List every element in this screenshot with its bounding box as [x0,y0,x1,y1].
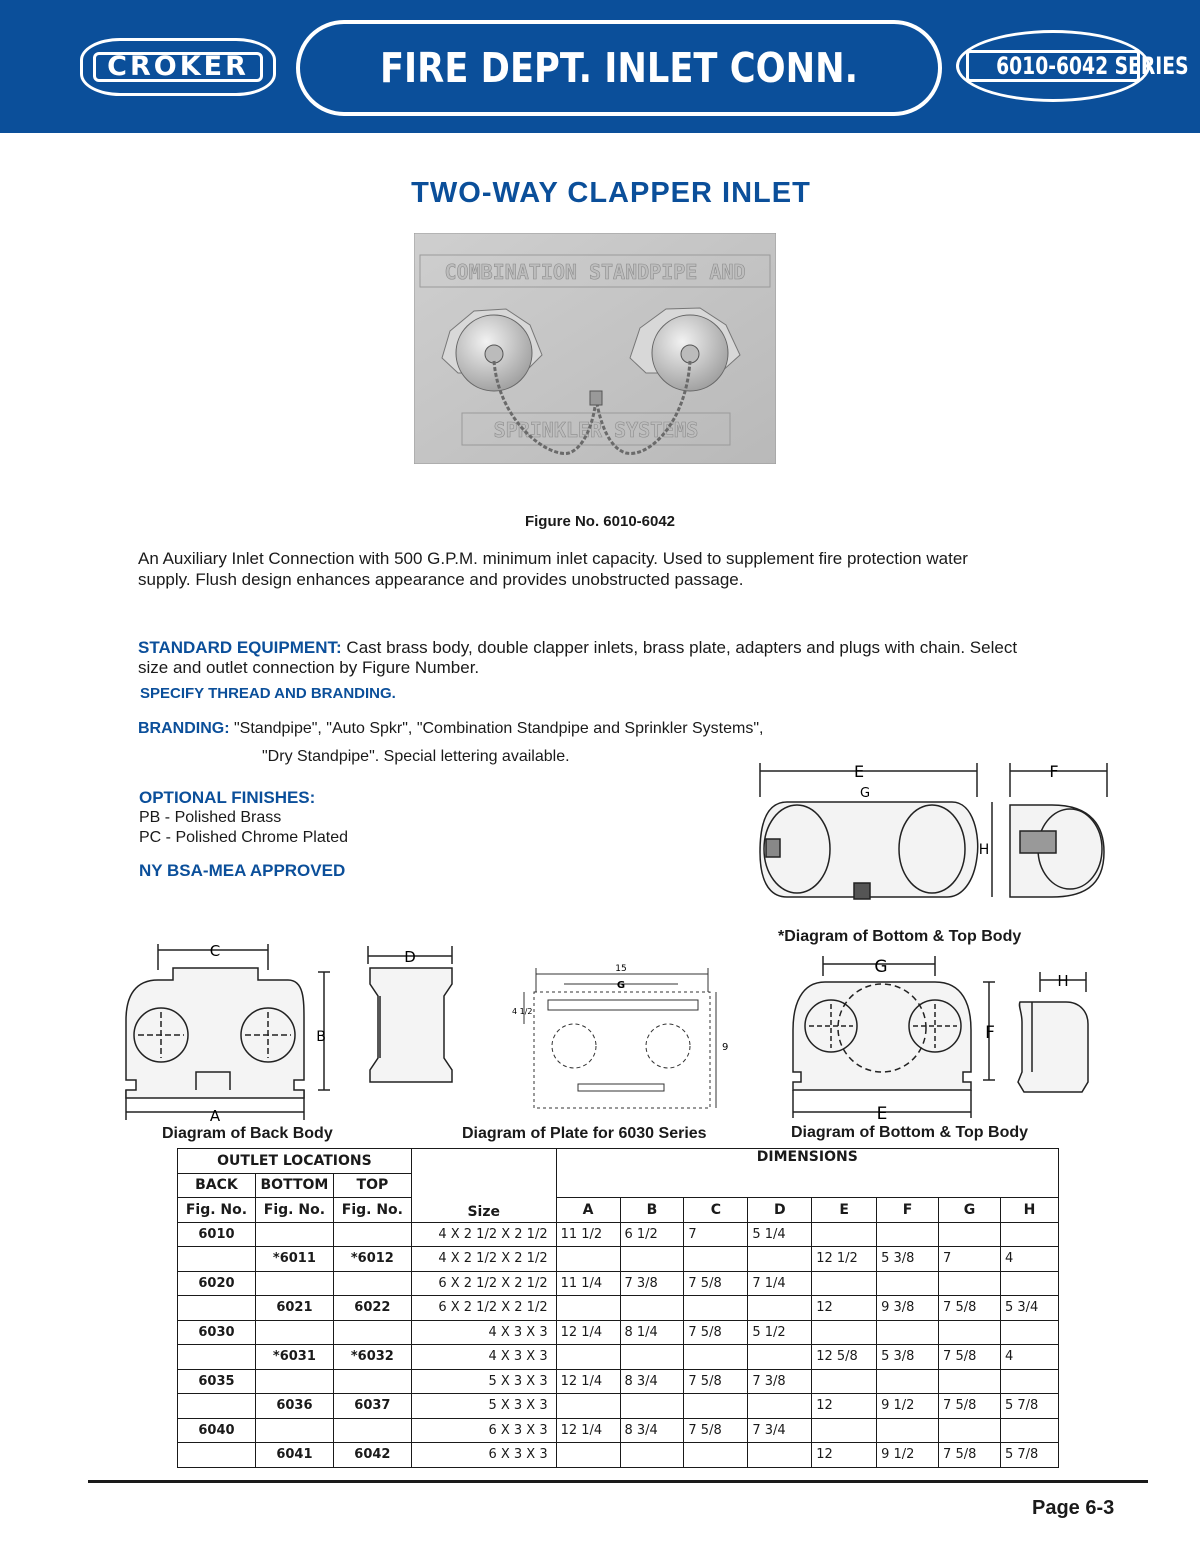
cell-g [939,1222,1001,1247]
cell-e [812,1369,877,1394]
dimensions-table [177,1148,1059,1468]
table-row [178,1296,1059,1321]
outlet-locations-header: OUTLET LOCATIONS [178,1149,412,1174]
cell-c: 7 5/8 [684,1369,748,1394]
cell-a: 11 1/2 [556,1222,620,1247]
plate-label-9: 9 [722,1042,729,1053]
cell-back: 6010 [178,1222,256,1247]
cell-e [812,1320,877,1345]
cell-bottom: 6021 [255,1296,333,1321]
cell-c: 7 [684,1222,748,1247]
dim-col-header: C [684,1198,748,1223]
cell-h: 4 [1000,1345,1058,1370]
back-header: BACK [178,1173,256,1198]
plate-label-4half: 4 1/2 [512,1007,533,1016]
bottom-label-e: E [876,1104,888,1120]
dim-label-f: F [1049,762,1059,781]
cell-d [748,1345,812,1370]
cell-size: 4 X 3 X 3 [411,1320,556,1345]
cell-b: 6 1/2 [620,1222,684,1247]
series-badge-inner [966,50,1189,82]
finish-item: PB - Polished Brass [139,809,282,826]
cell-e [812,1271,877,1296]
plate-diagram [508,962,738,1112]
cell-e: 12 1/2 [812,1247,877,1272]
page-number: Page 6-3 [1032,1497,1115,1519]
branding-line1: "Standpipe", "Auto Spkr", "Combination Standpipe and Sprinkler Systems", [229,720,764,737]
cell-size: 5 X 3 X 3 [411,1394,556,1419]
cell-back: 6035 [178,1369,256,1394]
cell-h: 5 3/4 [1000,1296,1058,1321]
cell-size: 6 X 3 X 3 [411,1418,556,1443]
plate-text-bottom: SPRINKLER SYSTEMS [493,418,699,442]
cell-d: 5 1/2 [748,1320,812,1345]
cell-size: 4 X 3 X 3 [411,1345,556,1370]
cell-size: 6 X 2 1/2 X 2 1/2 [411,1271,556,1296]
cell-back [178,1345,256,1370]
cell-b: 8 3/4 [620,1369,684,1394]
back-body-diagram [118,940,348,1124]
cell-back: 6030 [178,1320,256,1345]
cell-g: 7 5/8 [939,1296,1001,1321]
cell-e: 12 [812,1394,877,1419]
dim-col-header: E [812,1198,877,1223]
cell-a: 12 1/4 [556,1369,620,1394]
cell-f: 9 3/8 [877,1296,939,1321]
cell-h: 5 7/8 [1000,1443,1058,1468]
specify-note: SPECIFY THREAD AND BRANDING. [140,685,396,702]
cell-f [877,1320,939,1345]
cell-top: 6042 [333,1443,411,1468]
cell-g [939,1369,1001,1394]
bottom-label-g: G [874,957,888,977]
page-title: TWO-WAY CLAPPER INLET [411,177,811,209]
cell-f: 5 3/8 [877,1247,939,1272]
footer-divider [88,1480,1148,1483]
figure-caption: Figure No. 6010-6042 [524,513,676,530]
header-title [296,20,942,180]
cell-top [333,1271,411,1296]
cell-f [877,1271,939,1296]
finish-item: PC - Polished Chrome Plated [139,829,348,846]
cell-size: 4 X 2 1/2 X 2 1/2 [411,1247,556,1272]
cell-top: *6032 [333,1345,411,1370]
table-row [178,1369,1059,1394]
branding-line2: "Dry Standpipe". Special lettering available. [262,748,570,765]
cell-h: 4 [1000,1247,1058,1272]
table-row [178,1320,1059,1345]
cell-a [556,1394,620,1419]
cell-bottom [255,1418,333,1443]
cell-f [877,1418,939,1443]
cell-f: 9 1/2 [877,1443,939,1468]
cell-back: 6020 [178,1271,256,1296]
plate-diagram-caption: Diagram of Plate for 6030 Series [462,1125,707,1142]
bottom-label-f: F [985,1023,995,1043]
cell-c [684,1247,748,1272]
cell-top [333,1222,411,1247]
table-body [178,1222,1059,1467]
standard-equipment-text: Cast brass body, double clapper inlets, brass plate, adapters and plugs with chain. Select size and outlet connection by Figure Number. [138,638,1018,677]
cell-size: 6 X 2 1/2 X 2 1/2 [411,1296,556,1321]
back-diagram-caption: Diagram of Back Body [162,1125,333,1142]
cell-back [178,1296,256,1321]
series-text: 6010-6042 SERIES [996,52,1189,80]
plate-label-g: G [616,980,626,991]
cell-g [939,1271,1001,1296]
cell-bottom: 6041 [255,1443,333,1468]
cell-f [877,1222,939,1247]
optional-finishes-title: OPTIONAL FINISHES: [139,788,316,807]
cell-d: 7 3/8 [748,1369,812,1394]
cell-bottom [255,1320,333,1345]
bottom-diagram-caption: Diagram of Bottom & Top Body [791,1124,1029,1141]
branding [138,720,763,738]
cell-f: 5 3/8 [877,1345,939,1370]
plate-label-15: 15 [615,964,627,974]
cell-a [556,1345,620,1370]
cell-b [620,1296,684,1321]
cell-top [333,1369,411,1394]
table-row [178,1418,1059,1443]
cell-h [1000,1320,1058,1345]
fig-no-header: Fig. No. [333,1198,411,1223]
cell-e [812,1222,877,1247]
cell-bottom: *6031 [255,1345,333,1370]
cell-top: 6037 [333,1394,411,1419]
cell-d: 7 1/4 [748,1271,812,1296]
cell-c [684,1296,748,1321]
cell-a: 11 1/4 [556,1271,620,1296]
cell-f: 9 1/2 [877,1394,939,1419]
intro-paragraph: An Auxiliary Inlet Connection with 500 G.P.M. minimum inlet capacity. Used to supplement fire protection water supply. Flush design enhances appearance and provides unobstructed passage. [138,549,968,589]
cell-e: 12 [812,1443,877,1468]
cell-bottom: *6011 [255,1247,333,1272]
cell-h [1000,1222,1058,1247]
cell-d [748,1247,812,1272]
cell-size: 5 X 3 X 3 [411,1369,556,1394]
cell-bottom: 6036 [255,1394,333,1419]
top-header: TOP [333,1173,411,1198]
table-row [178,1345,1059,1370]
dim-col-header: H [1000,1198,1058,1223]
cell-b [620,1247,684,1272]
dim-col-header: G [939,1198,1001,1223]
croker-logo [80,38,276,96]
cell-g: 7 5/8 [939,1443,1001,1468]
cell-g [939,1418,1001,1443]
cell-top: 6022 [333,1296,411,1321]
cell-d: 5 1/4 [748,1222,812,1247]
cell-b [620,1443,684,1468]
cell-a [556,1296,620,1321]
dim-label-a: A [209,1107,221,1124]
dim-col-header: F [877,1198,939,1223]
cell-a: 12 1/4 [556,1320,620,1345]
cell-b: 8 1/4 [620,1320,684,1345]
cell-size: 6 X 3 X 3 [411,1443,556,1468]
cell-bottom [255,1271,333,1296]
series-badge [956,30,1189,102]
cell-e: 12 5/8 [812,1345,877,1370]
cell-back: 6040 [178,1418,256,1443]
cell-b: 8 3/4 [620,1418,684,1443]
dim-col-header: D [748,1198,812,1223]
dim-label-d: D [404,948,416,966]
cell-h: 5 7/8 [1000,1394,1058,1419]
dimensions-header: DIMENSIONS [556,1149,1058,1198]
cell-a [556,1247,620,1272]
fig-no-header: Fig. No. [255,1198,333,1223]
cell-back [178,1443,256,1468]
table-row [178,1247,1059,1272]
cell-top: *6012 [333,1247,411,1272]
cell-d [748,1296,812,1321]
header-title-text: FIRE DEPT. INLET CONN. FLUSH TYPE [379,44,859,180]
dim-label-c: C [209,942,221,960]
cell-b [620,1345,684,1370]
cell-e: 12 [812,1296,877,1321]
cell-g [939,1320,1001,1345]
side-label-h: H [1057,972,1069,990]
cell-b [620,1394,684,1419]
cell-d [748,1443,812,1468]
dim-col-header: A [556,1198,620,1223]
bottom-header: BOTTOM [255,1173,333,1198]
cell-e [812,1418,877,1443]
cell-h [1000,1369,1058,1394]
cell-c [684,1394,748,1419]
cell-c: 7 5/8 [684,1271,748,1296]
cell-g: 7 [939,1247,1001,1272]
header-band [0,0,1200,180]
table-row [178,1222,1059,1247]
branding-label: BRANDING: [138,720,230,737]
dim-label-g: G [859,786,871,801]
fig-no-header: Fig. No. [178,1198,256,1223]
product-photo [414,233,776,464]
cell-h [1000,1418,1058,1443]
cell-top [333,1418,411,1443]
top-body-diagram [752,757,1112,917]
cell-bottom [255,1222,333,1247]
table-row [178,1271,1059,1296]
cell-f [877,1369,939,1394]
top-diagram-caption: *Diagram of Bottom & Top Body [778,928,1022,945]
dim-label-h: H [978,842,990,858]
dim-col-header: B [620,1198,684,1223]
table-row [178,1394,1059,1419]
bottom-side-diagram [1010,962,1090,1102]
plate-text-top: COMBINATION STANDPIPE AND [444,260,746,284]
cell-back [178,1394,256,1419]
cell-a [556,1443,620,1468]
table-row [178,1443,1059,1468]
dim-label-e: E [853,762,865,781]
size-header: Size [411,1149,556,1223]
logo-text: CROKER [93,52,263,82]
back-side-diagram [360,940,460,1100]
cell-d: 7 3/4 [748,1418,812,1443]
cell-c [684,1345,748,1370]
approval-note: NY BSA-MEA APPROVED [139,861,346,880]
standard-equipment [138,638,1048,678]
cell-top [333,1320,411,1345]
cell-a: 12 1/4 [556,1418,620,1443]
dim-label-b: B [316,1029,326,1045]
bottom-body-diagram [785,950,1005,1120]
cell-bottom [255,1369,333,1394]
cell-size: 4 X 2 1/2 X 2 1/2 [411,1222,556,1247]
cell-b: 7 3/8 [620,1271,684,1296]
cell-back [178,1247,256,1272]
cell-g: 7 5/8 [939,1345,1001,1370]
cell-c [684,1443,748,1468]
cell-c: 7 5/8 [684,1320,748,1345]
cell-h [1000,1271,1058,1296]
standard-equipment-label: STANDARD EQUIPMENT: [138,638,342,657]
cell-d [748,1394,812,1419]
cell-g: 7 5/8 [939,1394,1001,1419]
cell-c: 7 5/8 [684,1418,748,1443]
